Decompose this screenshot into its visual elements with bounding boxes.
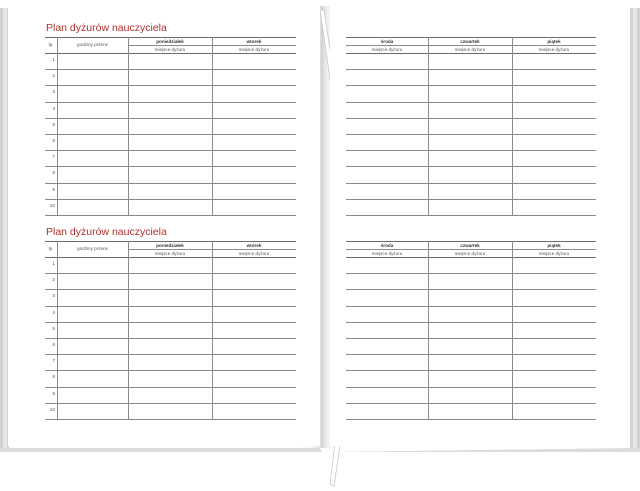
- row-line: [346, 134, 596, 135]
- row-line: [45, 322, 296, 323]
- day-header: poniedziałek: [156, 242, 184, 248]
- row-line: [346, 150, 596, 151]
- row-number: 4: [52, 106, 55, 112]
- column-line: [128, 241, 129, 419]
- row-number: 9: [52, 391, 55, 397]
- row-number: 1: [52, 262, 55, 267]
- row-line: [346, 118, 596, 119]
- day-header: środa: [380, 38, 394, 44]
- row-line: [346, 419, 596, 420]
- duty-place-label: miejsce dyżuru: [371, 250, 403, 256]
- duty-place-label: miejsce dyżuru: [538, 250, 570, 256]
- row-line: [45, 69, 296, 70]
- row-line: [45, 199, 296, 200]
- column-line: [212, 241, 213, 419]
- row-number: 10: [49, 407, 55, 413]
- column-line: [128, 37, 129, 215]
- day-header: piątek: [547, 242, 561, 248]
- row-number: 6: [52, 343, 55, 348]
- row-line: [45, 118, 296, 119]
- row-number: 8: [52, 375, 55, 381]
- row-number: 4: [52, 310, 55, 316]
- lp-header: lp.: [48, 42, 54, 47]
- day-header: poniedziałek: [156, 38, 184, 44]
- column-line: [428, 241, 429, 419]
- row-line: [346, 289, 596, 290]
- row-number: 2: [52, 74, 55, 80]
- day-header: czwartek: [460, 38, 480, 44]
- day-header: środa: [380, 242, 394, 248]
- row-line: [45, 338, 296, 339]
- row-number: 6: [52, 139, 55, 144]
- header-bottom-border: [45, 53, 296, 54]
- day-header: wtorek: [246, 242, 262, 248]
- duty-place-label: miejsce dyżuru: [154, 46, 186, 52]
- row-number: 5: [52, 122, 55, 128]
- row-number: 7: [52, 155, 55, 161]
- column-line: [428, 37, 429, 215]
- row-line: [346, 354, 596, 355]
- duty-place-label: miejsce dyżuru: [154, 250, 186, 256]
- row-line: [346, 85, 596, 86]
- row-line: [45, 289, 296, 290]
- row-line: [45, 150, 296, 151]
- row-line: [346, 387, 596, 388]
- duty-place-label: miejsce dyżuru: [538, 46, 570, 52]
- row-number: 3: [52, 294, 55, 300]
- row-number: 3: [52, 90, 55, 96]
- day-header: piątek: [547, 38, 561, 44]
- table-title: Plan dyżurów nauczyciela: [46, 226, 167, 238]
- row-line: [346, 166, 596, 167]
- right-page: [330, 6, 630, 446]
- row-number: 7: [52, 359, 55, 365]
- column-line: [57, 241, 58, 419]
- row-line: [346, 306, 596, 307]
- row-line: [346, 183, 596, 184]
- duty-place-label: miejsce dyżuru: [454, 46, 486, 52]
- header-bottom-border: [45, 257, 296, 258]
- row-line: [346, 322, 596, 323]
- row-line: [346, 199, 596, 200]
- row-line: [45, 85, 296, 86]
- table-title: Plan dyżurów nauczyciela: [46, 22, 167, 34]
- row-line: [346, 370, 596, 371]
- column-line: [512, 241, 513, 419]
- row-line: [45, 387, 296, 388]
- row-line: [45, 306, 296, 307]
- row-line: [346, 102, 596, 103]
- lp-header: lp.: [48, 246, 54, 251]
- day-header: czwartek: [460, 242, 480, 248]
- duty-place-label: miejsce dyżuru: [371, 46, 403, 52]
- row-line: [45, 419, 296, 420]
- row-line: [346, 338, 596, 339]
- row-number: 5: [52, 326, 55, 332]
- column-line: [212, 37, 213, 215]
- row-line: [45, 166, 296, 167]
- row-number: 1: [52, 58, 55, 63]
- duty-place-label: miejsce dyżuru: [238, 46, 270, 52]
- day-header: wtorek: [246, 38, 262, 44]
- row-line: [45, 102, 296, 103]
- row-line: [45, 403, 296, 404]
- row-line: [346, 403, 596, 404]
- row-line: [45, 183, 296, 184]
- row-line: [45, 215, 296, 216]
- column-line: [512, 37, 513, 215]
- row-number: 8: [52, 171, 55, 177]
- header-bottom-border: [346, 257, 596, 258]
- row-line: [346, 69, 596, 70]
- duty-place-label: miejsce dyżuru: [238, 250, 270, 256]
- hours-header: godziny przerw: [77, 42, 108, 47]
- row-number: 10: [49, 203, 55, 209]
- row-line: [45, 370, 296, 371]
- row-number: 2: [52, 278, 55, 284]
- header-bottom-border: [346, 53, 596, 54]
- row-line: [346, 215, 596, 216]
- hours-header: godziny przerw: [77, 246, 108, 251]
- row-line: [346, 273, 596, 274]
- duty-place-label: miejsce dyżuru: [454, 250, 486, 256]
- row-line: [45, 134, 296, 135]
- row-line: [45, 273, 296, 274]
- column-line: [57, 37, 58, 215]
- row-line: [45, 354, 296, 355]
- row-number: 9: [52, 187, 55, 193]
